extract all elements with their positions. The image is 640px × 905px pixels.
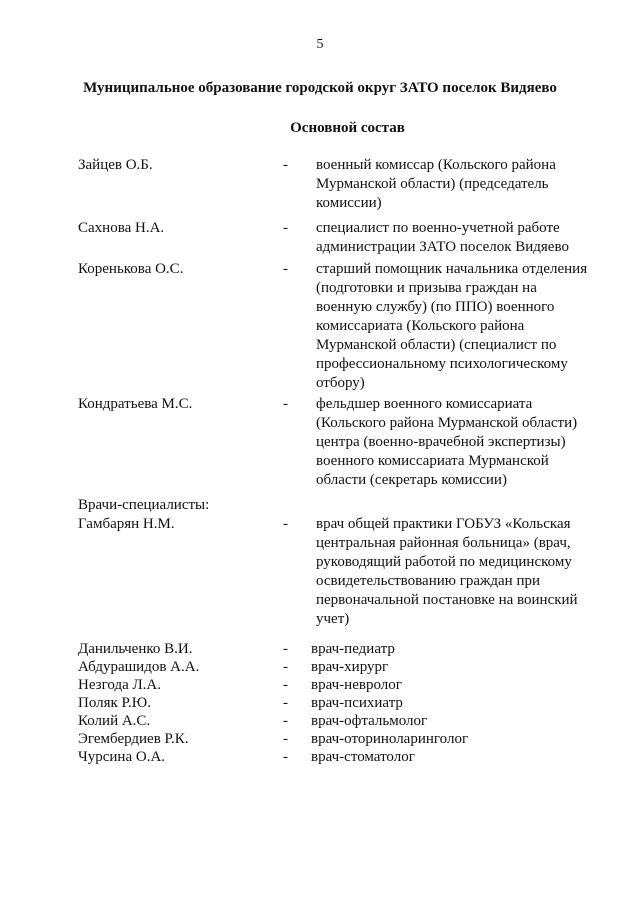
list-item xyxy=(0,748,640,767)
member-name: Зайцев О.Б. xyxy=(78,157,153,173)
member-role: врач-хирург xyxy=(311,659,389,675)
member-role: врач-офтальмолог xyxy=(311,713,428,729)
list-item xyxy=(0,395,640,490)
list-item xyxy=(0,658,640,677)
member-name: Чурсина О.А. xyxy=(78,749,166,765)
dash-separator: - xyxy=(283,713,288,729)
member-name: Колий А.С. xyxy=(78,713,151,729)
dash-separator: - xyxy=(283,731,288,747)
member-role: фельдшер военного комиссариата (Кольского района Мурманской области) центра (военно-врачебной экспертизы) военного комиссариата Мурманской области (секретарь комиссии) xyxy=(316,396,578,488)
member-role: врач общей практики ГОБУЗ «Кольская центральная районная больница» (врач, руководящий работой по медицинскому освидетельствованию граждан при первоначальной постановке на воинский учет) xyxy=(316,516,578,627)
dash-separator: - xyxy=(283,157,288,173)
list-item xyxy=(0,260,640,393)
member-name: Поляк Р.Ю. xyxy=(78,695,151,711)
page-number: 5 xyxy=(316,37,324,52)
member-role: врач-педиатр xyxy=(311,641,395,657)
member-name: Данильченко В.И. xyxy=(78,641,193,657)
member-list xyxy=(0,156,640,767)
member-name: Сахнова Н.А. xyxy=(78,220,165,236)
dash-separator: - xyxy=(283,659,288,675)
dash-separator: - xyxy=(283,641,288,657)
dash-separator: - xyxy=(283,695,288,711)
member-name: Кондратьева М.С. xyxy=(78,396,193,412)
list-item xyxy=(0,730,640,749)
member-role: врач-оториноларинголог xyxy=(311,731,469,747)
document-title: Муниципальное образование городской округ ЗАТО поселок Видяево xyxy=(83,80,557,96)
dash-separator: - xyxy=(283,749,288,765)
member-name: Коренькова О.С. xyxy=(78,261,184,277)
list-item xyxy=(0,676,640,695)
dash-separator: - xyxy=(283,396,288,412)
list-item xyxy=(0,156,640,213)
list-item xyxy=(0,712,640,731)
member-name: Гамбарян Н.М. xyxy=(78,516,175,532)
member-role: врач-психиатр xyxy=(311,695,403,711)
member-role: врач-стоматолог xyxy=(311,749,415,765)
section-title: Основной состав xyxy=(290,120,405,136)
member-name: Незгода Л.А. xyxy=(78,677,161,693)
member-name: Абдурашидов А.А. xyxy=(78,659,200,675)
specialists-heading: Врачи-специалисты: xyxy=(78,497,210,513)
member-name: Эгембердиев Р.К. xyxy=(78,731,189,747)
list-item xyxy=(0,219,640,257)
list-item xyxy=(0,694,640,713)
member-role: старший помощник начальника отделения (подготовки и призыва граждан на военную службу) (по ППО) военного комиссариата (Кольского района Мурманской области) (специалист по профессиональному психологическому отбору) xyxy=(316,261,588,391)
member-role: врач-невролог xyxy=(311,677,402,693)
dash-separator: - xyxy=(283,261,288,277)
list-item xyxy=(0,515,640,629)
member-role: специалист по военно-учетной работе администрации ЗАТО поселок Видяево xyxy=(316,220,569,255)
list-item xyxy=(0,640,640,659)
member-role: военный комиссар (Кольского района Мурманской области) (председатель комиссии) xyxy=(316,157,556,211)
dash-separator: - xyxy=(283,516,288,532)
dash-separator: - xyxy=(283,220,288,236)
dash-separator: - xyxy=(283,677,288,693)
